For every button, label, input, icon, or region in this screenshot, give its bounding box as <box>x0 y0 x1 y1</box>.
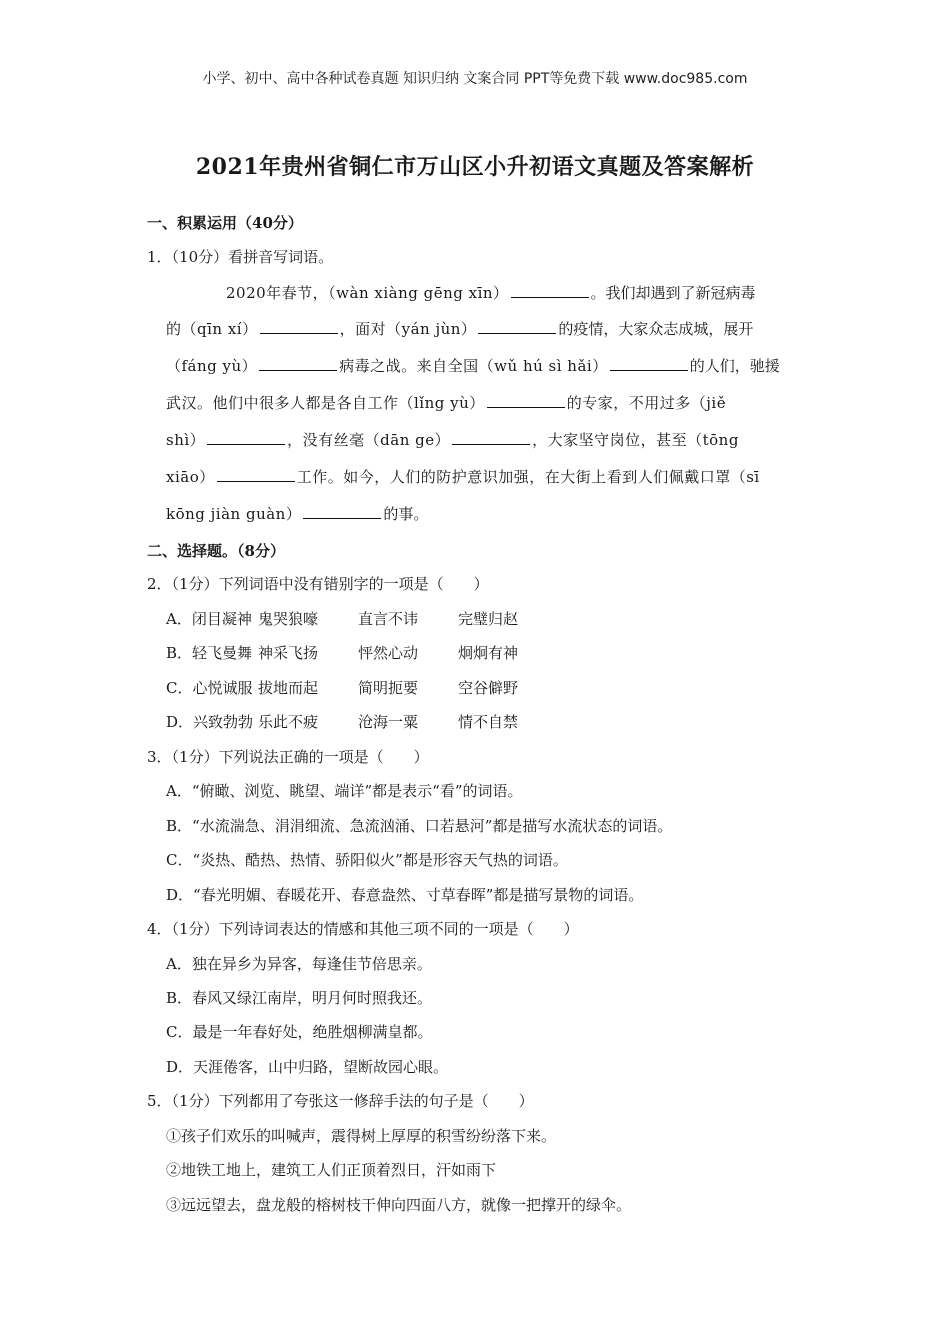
q4-option-b[interactable]: B．春风又绿江南岸，明月何时照我还。 <box>166 989 433 1007</box>
q1-line-7: kōng jiàn guàn） 的事。 <box>166 505 429 523</box>
answer-blank[interactable] <box>487 393 565 408</box>
q5-item-1: ①孩子们欢乐的叫喊声，震得树上厚厚的积雪纷纷落下来。 <box>166 1127 557 1145</box>
q4-option-a[interactable]: A．独在异乡为异客，每逢佳节倍思亲。 <box>166 955 432 973</box>
answer-blank[interactable] <box>478 319 556 334</box>
header-note: 小学、初中、高中各种试卷真题 知识归纳 文案合同 PPT等免费下载 www.doc985.com <box>202 71 748 87</box>
q1-line-3: （fáng yù） 病毒之战。来自全国（wǔ hú sì hǎi） 的人们，驰援 <box>166 357 780 375</box>
q2-option-b[interactable]: B．轻飞曼舞 神采飞扬 怦然心动 炯炯有神 <box>166 644 519 662</box>
page-title: 2021年贵州省铜仁市万山区小升初语文真题及答案解析 <box>195 154 755 180</box>
q2-option-d[interactable]: D．兴致勃勃 乐此不疲 沧海一粟 情不自禁 <box>166 713 519 731</box>
answer-blank[interactable] <box>217 467 295 482</box>
q4-stem: 4．（1分）下列诗词表达的情感和其他三项不同的一项是（ ） <box>147 920 579 938</box>
q2-option-a[interactable]: A．闭目凝神 鬼哭狼嚎 直言不讳 完璧归赵 <box>166 610 519 628</box>
answer-blank[interactable] <box>260 319 338 334</box>
q3-option-a[interactable]: A．“俯瞰、浏览、眺望、端详”都是表示“看”的词语。 <box>166 782 523 800</box>
section-heading-2: 二、选择题。（8分） <box>147 542 285 560</box>
q4-option-c[interactable]: C．最是一年春好处，绝胜烟柳满皇都。 <box>166 1023 433 1041</box>
q3-stem: 3．（1分）下列说法正确的一项是（ ） <box>147 748 429 766</box>
answer-blank[interactable] <box>610 356 688 371</box>
q5-item-2: ②地铁工地上，建筑工人们正顶着烈日，汗如雨下 <box>166 1161 497 1179</box>
q1-line-5: shì） ，没有丝毫（dān ge） ，大家坚守岗位，甚至（tōng <box>166 431 739 449</box>
q2-stem: 2．（1分）下列词语中没有错别字的一项是（ ） <box>147 575 489 593</box>
answer-blank[interactable] <box>303 504 381 519</box>
q1-line-4: 武汉。他们中很多人都是各自工作（lǐng yù） 的专家，不用过多（jiě <box>166 394 727 412</box>
q4-option-d[interactable]: D．天涯倦客，山中归路，望断故园心眼。 <box>166 1058 449 1076</box>
q2-option-c[interactable]: C．心悦诚服 拔地而起 简明扼要 空谷僻野 <box>166 679 519 697</box>
q5-item-3: ③远远望去，盘龙般的榕树枝干伸向四面八方，就像一把撑开的绿伞。 <box>166 1196 632 1214</box>
q1-line-2: 的（qīn xí） ，面对（yán jùn） 的疫情，大家众志成城，展开 <box>166 320 754 338</box>
q5-stem: 5．（1分）下列都用了夸张这一修辞手法的句子是（ ） <box>147 1092 534 1110</box>
q1-line-6: xiāo） 工作。如今，人们的防护意识加强，在大街上看到人们佩戴口罩（sī <box>166 468 760 486</box>
q3-option-d[interactable]: D．“春光明媚、春暖花开、春意盎然、寸草春晖”都是描写景物的词语。 <box>166 886 644 904</box>
q3-option-c[interactable]: C．“炎热、酷热、热情、骄阳似火”都是形容天气热的词语。 <box>166 851 568 869</box>
answer-blank[interactable] <box>207 430 285 445</box>
q1-line-1: 2020年春节，（wàn xiàng gēng xīn） 。我们却遇到了新冠病毒 <box>226 284 756 302</box>
section-heading-1: 一、积累运用（40分） <box>147 214 303 232</box>
q1-stem: 1．（10分）看拼音写词语。 <box>147 248 334 266</box>
answer-blank[interactable] <box>452 430 530 445</box>
answer-blank[interactable] <box>511 283 589 298</box>
q3-option-b[interactable]: B．“水流湍急、涓涓细流、急流汹涌、口若悬河”都是描写水流状态的词语。 <box>166 817 673 835</box>
answer-blank[interactable] <box>259 356 337 371</box>
